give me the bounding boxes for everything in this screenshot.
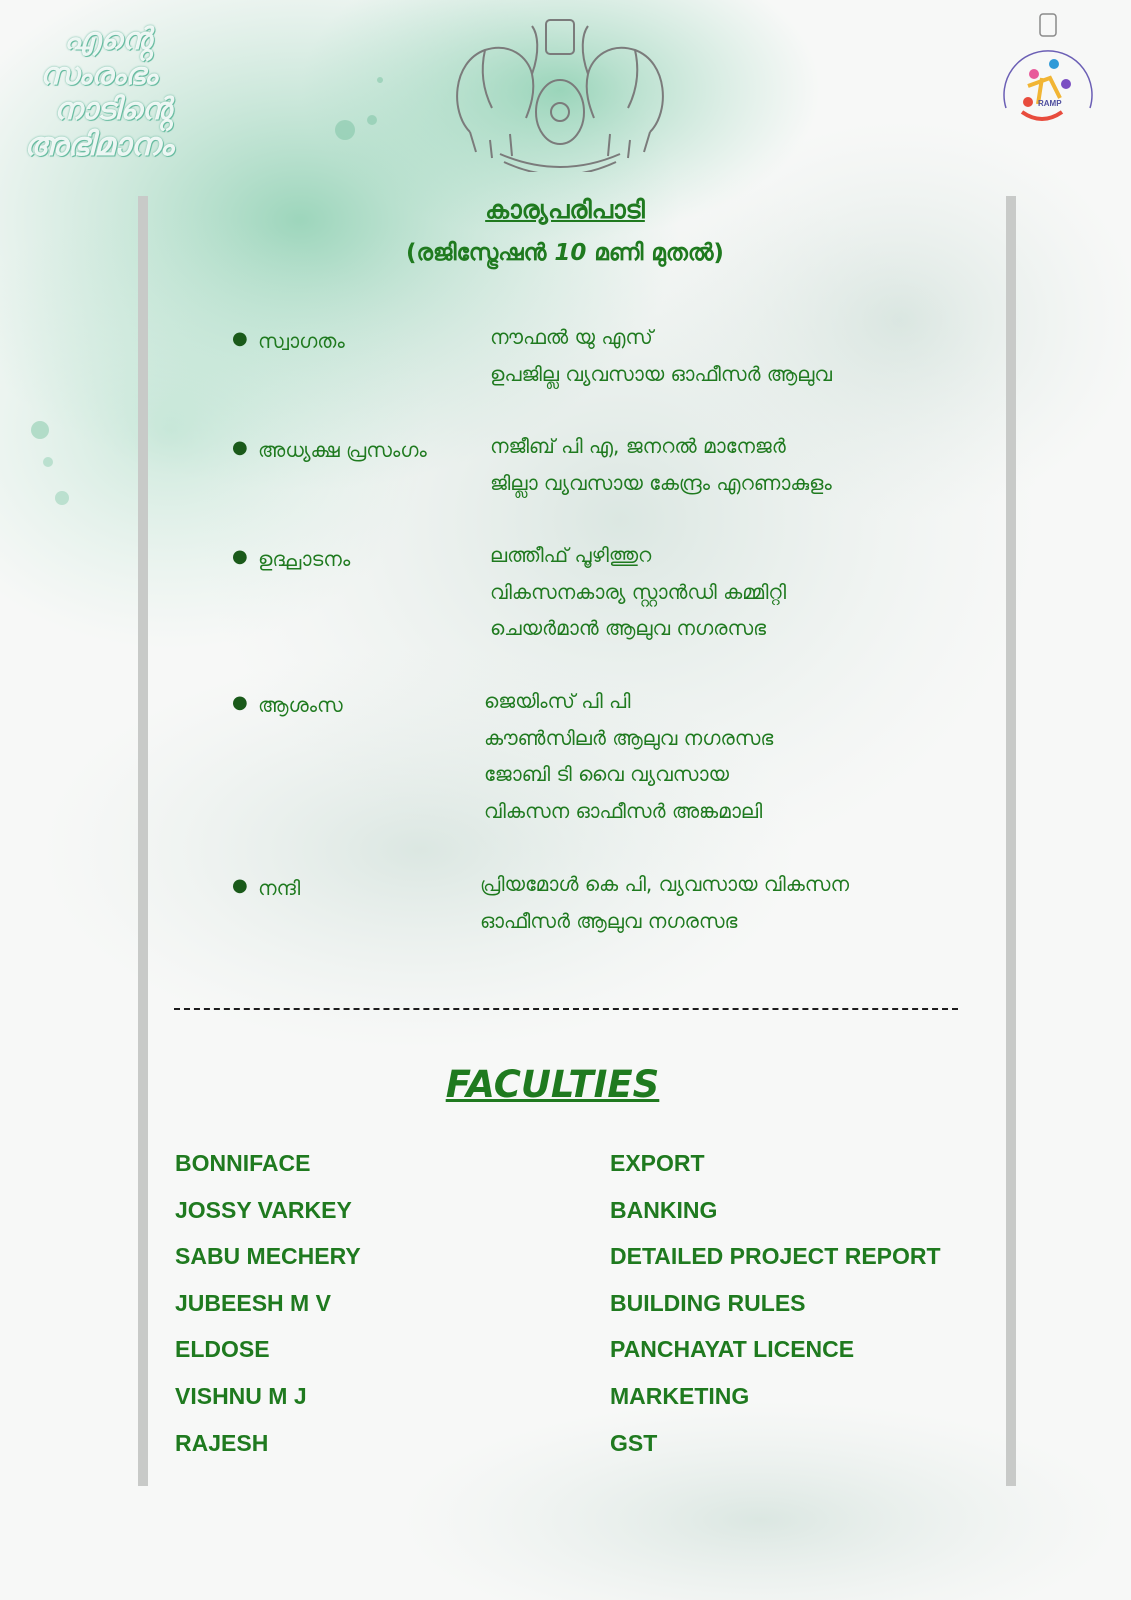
faculty-topic: MARKETING bbox=[610, 1383, 750, 1409]
programme-role: സ്വാഗതം bbox=[258, 329, 345, 353]
programme-person bbox=[490, 537, 786, 647]
faculty-topic: BANKING bbox=[610, 1197, 718, 1223]
faculties-title: FACULTIES bbox=[445, 1063, 660, 1106]
faculty-name: JOSSY VARKEY bbox=[175, 1197, 352, 1223]
bullet-icon: ● bbox=[232, 692, 248, 713]
dashed-divider bbox=[174, 1008, 958, 1010]
person-line: ഓഫീസർ ആലുവ നഗരസഭ bbox=[480, 908, 738, 933]
person-line: കൗൺസിലർ ആലുവ നഗരസഭ bbox=[484, 725, 774, 750]
subtitle-suffix: മണി മുതൽ) bbox=[594, 240, 724, 266]
programme-person bbox=[490, 319, 832, 392]
subtitle-number: 10 bbox=[554, 240, 587, 266]
campaign-logo-line: നാടിൻ്റെ bbox=[54, 92, 172, 127]
faculty-name: SABU MECHERY bbox=[175, 1243, 361, 1269]
person-line: നൗഫൽ യു എസ് bbox=[490, 325, 653, 349]
person-line: ജെയിംസ് പി പി bbox=[484, 689, 631, 713]
ramp-logo-icon bbox=[998, 8, 1098, 138]
bullet-icon: ● bbox=[232, 437, 248, 458]
person-line: വികസനകാര്യ സ്റ്റാൻഡി കമ്മിറ്റി bbox=[490, 579, 787, 604]
faculty-row bbox=[0, 1430, 1131, 1460]
faculty-topic: GST bbox=[610, 1430, 658, 1456]
programme-role: ആശംസ bbox=[258, 693, 343, 717]
faculty-row bbox=[0, 1336, 1131, 1366]
campaign-logo-line: അഭിമാനം bbox=[24, 125, 174, 163]
person-line: ചെയർമാൻ ആലുവ നഗരസഭ bbox=[490, 616, 766, 640]
ramp-logo-text: RAMP bbox=[1038, 99, 1062, 108]
programme-role: ഉദ്ഘാടനം bbox=[258, 547, 351, 571]
programme-person bbox=[480, 866, 849, 939]
faculty-row bbox=[0, 1290, 1131, 1320]
programme-role: നന്ദി bbox=[258, 876, 301, 900]
programme-title: കാര്യപരിപാടി bbox=[485, 195, 645, 224]
person-line: പ്രിയമോൾ കെ പി, വ്യവസായ വികസന bbox=[480, 872, 850, 896]
bullet-icon: ● bbox=[232, 875, 248, 896]
faculty-topic: BUILDING RULES bbox=[610, 1290, 806, 1316]
faculty-row bbox=[0, 1197, 1131, 1227]
faculty-topic: DETAILED PROJECT REPORT bbox=[610, 1243, 941, 1269]
bullet-icon: ● bbox=[232, 546, 248, 567]
kerala-emblem-icon bbox=[440, 12, 680, 172]
campaign-logo-line: സംരംഭം bbox=[40, 57, 157, 92]
faculty-name: JUBEESH M V bbox=[175, 1290, 331, 1316]
programme-person bbox=[490, 428, 832, 501]
subtitle-prefix: (രജിസ്ട്രേഷൻ bbox=[406, 240, 547, 266]
campaign-logo-line: എൻ്റെ bbox=[64, 22, 152, 57]
faculty-row bbox=[0, 1383, 1131, 1413]
person-line: ജില്ലാ വ്യവസായ കേന്ദ്രം എറണാകുളം bbox=[490, 470, 832, 495]
faculty-name: ELDOSE bbox=[175, 1336, 270, 1362]
faculty-row bbox=[0, 1243, 1131, 1273]
person-line: വികസന ഓഫീസർ അങ്കമാലി bbox=[484, 798, 763, 823]
faculty-topic: EXPORT bbox=[610, 1150, 705, 1176]
faculty-topic: PANCHAYAT LICENCE bbox=[610, 1336, 855, 1362]
person-line: ലത്തീഫ് പൂഴിത്തുറ bbox=[490, 543, 652, 567]
faculty-row bbox=[0, 1150, 1131, 1180]
bullet-icon: ● bbox=[232, 328, 248, 349]
faculty-name: RAJESH bbox=[175, 1430, 269, 1456]
person-line: ജോബി ടി വൈ വ്യവസായ bbox=[484, 762, 729, 786]
programme-role: അധ്യക്ഷ പ്രസംഗം bbox=[258, 438, 427, 462]
person-line: ഉപജില്ല വ്യവസായ ഓഫീസർ ആലുവ bbox=[490, 361, 832, 386]
programme-person bbox=[484, 683, 773, 829]
faculty-name: BONNIFACE bbox=[175, 1150, 311, 1176]
campaign-logo bbox=[18, 22, 218, 162]
faculty-name: VISHNU M J bbox=[175, 1383, 307, 1409]
person-line: നജീബ് പി എ, ജനറൽ മാനേജർ bbox=[490, 434, 786, 458]
programme-subtitle bbox=[160, 240, 970, 266]
